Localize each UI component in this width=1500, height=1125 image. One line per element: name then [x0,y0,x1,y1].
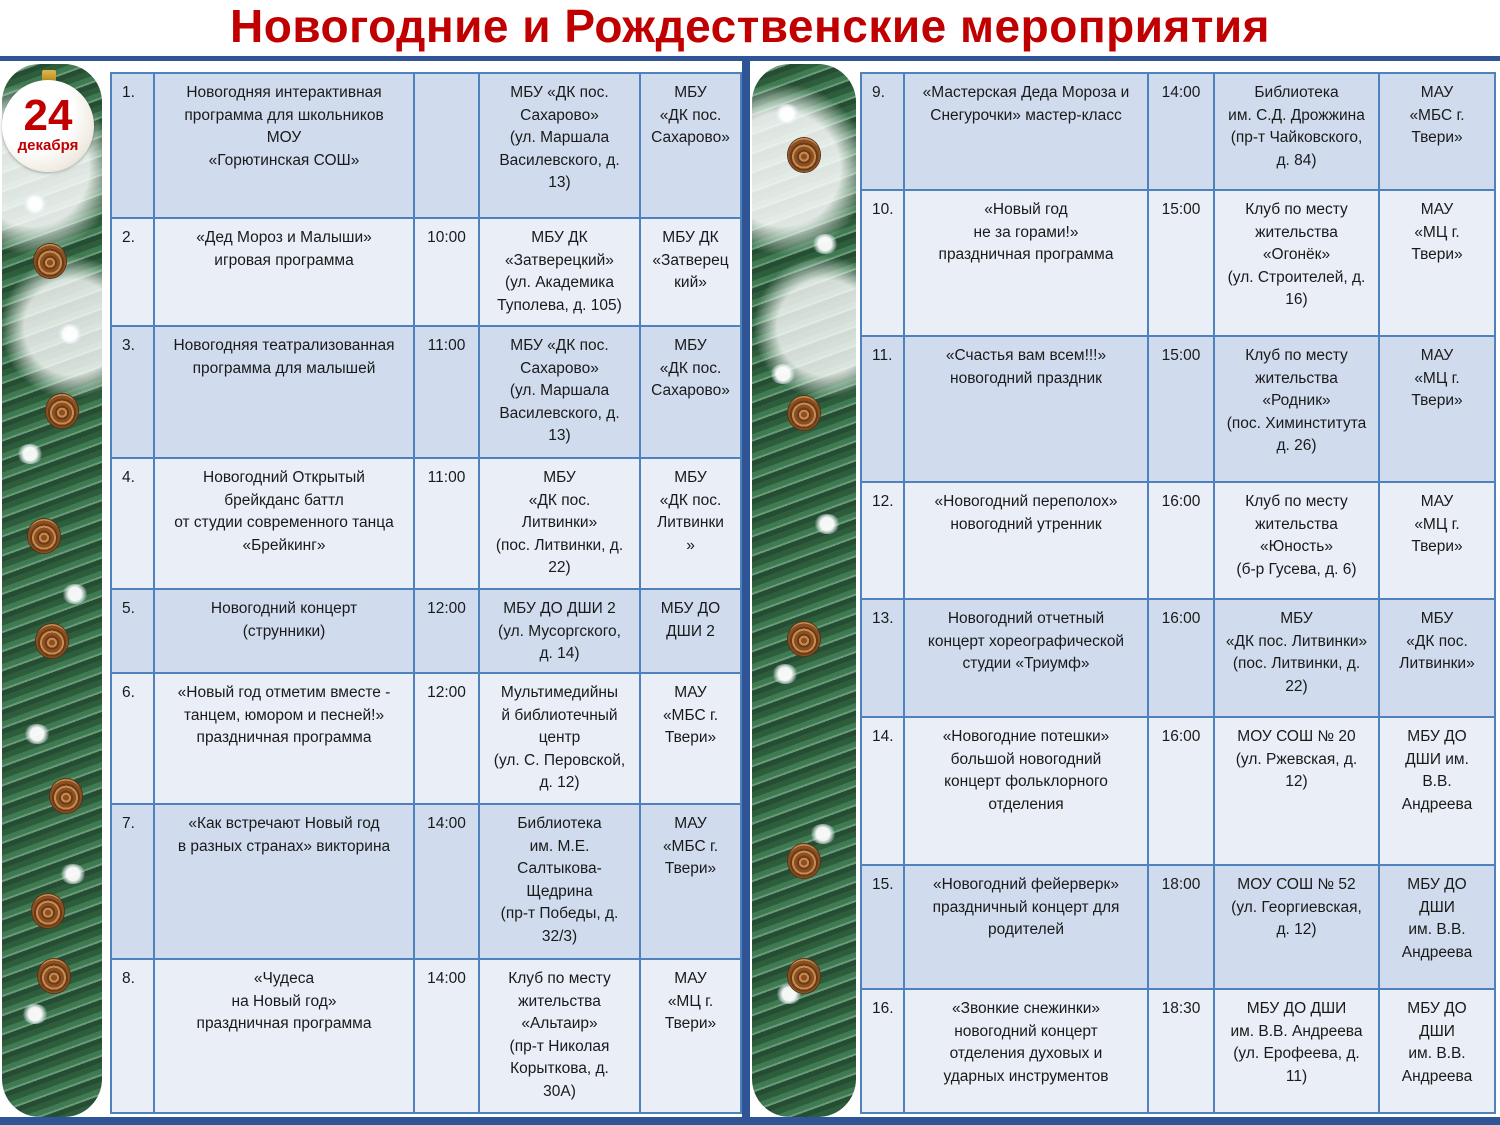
table-row [861,865,1495,989]
event-organizer: МБУ ДО ДШИ 2 [640,589,741,673]
event-venue: МОУ СОШ № 52 (ул. Георгиевская, д. 12) [1214,865,1379,989]
event-time: 18:00 [1148,865,1214,989]
event-time: 12:00 [414,589,479,673]
event-number: 15. [861,865,904,989]
event-number: 2. [111,218,154,326]
event-time: 11:00 [414,326,479,458]
event-organizer: МБУ «ДК пос. Сахарово» [640,73,741,218]
event-name: «Мастерская Деда Мороза и Снегурочки» мастер-класс [904,73,1148,190]
event-organizer: МБУ «ДК пос. Литвинки» [1379,599,1495,717]
event-time: 16:00 [1148,599,1214,717]
pinecone-icon [36,624,68,658]
snow-tuft-icon [814,514,840,534]
table-row [111,326,741,458]
event-organizer: МБУ ДО ДШИ им. В.В. Андреева [1379,717,1495,865]
event-number: 9. [861,73,904,190]
event-venue: МОУ СОШ № 20 (ул. Ржевская, д. 12) [1214,717,1379,865]
event-venue: Клуб по месту жительства «Родник» (пос. Химинститута д. 26) [1214,336,1379,482]
event-organizer: МАУ «МБС г. Твери» [640,673,741,804]
snow-tuft-icon [22,1004,48,1024]
table-row [861,73,1495,190]
event-name: «Новогодний фейерверк» праздничный концерт для родителей [904,865,1148,989]
garland-left-image [2,64,102,1117]
snow-tuft-icon [772,664,798,684]
table-row [861,336,1495,482]
event-venue: МБУ «ДК пос. Литвинки» (пос. Литвинки, д. 22) [479,458,640,589]
snow-tuft-icon [57,324,83,344]
date-ornament-badge [2,80,94,172]
event-name: «Новогодние потешки» большой новогодний концерт фольклорного отделения [904,717,1148,865]
pinecone-icon [32,894,64,928]
snow-tuft-icon [62,584,88,604]
snow-tuft-icon [17,444,43,464]
table-row [111,804,741,959]
event-name: Новогодний отчетный концерт хореографической студии «Триумф» [904,599,1148,717]
pinecone-icon [38,959,70,993]
event-venue: Клуб по месту жительства «Альтаир» (пр-т Николая Корыткова, д. 30А) [479,959,640,1113]
event-time: 11:00 [414,458,479,589]
event-time: 14:00 [1148,73,1214,190]
event-number: 8. [111,959,154,1113]
event-organizer: МБУ «ДК пос. Литвинки » [640,458,741,589]
event-time: 14:00 [414,959,479,1113]
event-venue: МБУ ДК «Затверецкий» (ул. Академика Туполева, д. 105) [479,218,640,326]
pinecone-icon [50,779,82,813]
event-number: 13. [861,599,904,717]
table-row [111,458,741,589]
event-organizer: МАУ «МБС г. Твери» [640,804,741,959]
event-name: Новогодний Открытый брейкданс баттл от студии современного танца «Брейкинг» [154,458,414,589]
event-name: «Новый год отметим вместе - танцем, юмором и песней!» праздничная программа [154,673,414,804]
event-name: «Новогодний переполох» новогодний утренник [904,482,1148,599]
pinecone-icon [788,622,820,656]
event-venue: МБУ «ДК пос. Литвинки» (пос. Литвинки, д. 22) [1214,599,1379,717]
table-row [111,589,741,673]
table-row [111,73,741,218]
event-name: Новогодняя театрализованная программа для малышей [154,326,414,458]
event-number: 12. [861,482,904,599]
snow-tuft-icon [24,724,50,744]
table-row [111,673,741,804]
snow-tuft-icon [60,864,86,884]
table-row [861,482,1495,599]
events-table-left [110,72,742,1114]
event-time: 14:00 [414,804,479,959]
table-row [111,218,741,326]
event-organizer: МБУ ДО ДШИ им. В.В. Андреева [1379,865,1495,989]
event-time: 15:00 [1148,190,1214,336]
snow-tuft-icon [810,824,836,844]
event-name: «Чудеса на Новый год» праздничная программа [154,959,414,1113]
event-time: 10:00 [414,218,479,326]
event-number: 10. [861,190,904,336]
center-divider [742,61,750,1121]
top-divider [0,56,1500,61]
pinecone-icon [788,959,820,993]
events-table-right [860,72,1496,1114]
table-row [861,989,1495,1113]
event-organizer: МАУ «МЦ г. Твери» [1379,190,1495,336]
event-number: 4. [111,458,154,589]
event-venue: МБУ ДО ДШИ 2 (ул. Мусоргского, д. 14) [479,589,640,673]
event-time: 16:00 [1148,717,1214,865]
event-name: Новогодняя интерактивная программа для школьников МОУ «Горютинская СОШ» [154,73,414,218]
event-venue: МБУ «ДК пос. Сахарово» (ул. Маршала Василевского, д. 13) [479,73,640,218]
table-row [111,959,741,1113]
pinecone-icon [788,138,820,172]
event-time: 16:00 [1148,482,1214,599]
event-venue: Библиотека им. С.Д. Дрожжина (пр-т Чайковского, д. 84) [1214,73,1379,190]
event-number: 7. [111,804,154,959]
snow-tuft-icon [22,194,48,214]
date-month: декабря [17,137,79,154]
snow-tuft-icon [770,364,796,384]
page-title: Новогодние и Рождественские мероприятия [230,0,1270,52]
table-row [861,599,1495,717]
pinecone-icon [788,396,820,430]
event-organizer: МБУ «ДК пос. Сахарово» [640,326,741,458]
event-time: 12:00 [414,673,479,804]
snow-tuft-icon [774,104,800,124]
event-number: 16. [861,989,904,1113]
event-name: «Дед Мороз и Малыши» игровая программа [154,218,414,326]
snow-tuft-icon [812,234,838,254]
date-day: 24 [23,91,73,140]
bottom-divider [0,1117,1500,1125]
event-number: 5. [111,589,154,673]
event-time [414,73,479,218]
event-venue: МБУ ДО ДШИ им. В.В. Андреева (ул. Ерофеева, д. 11) [1214,989,1379,1113]
event-organizer: МБУ ДО ДШИ им. В.В. Андреева [1379,989,1495,1113]
table-row [861,717,1495,865]
event-organizer: МАУ «МЦ г. Твери» [1379,482,1495,599]
event-venue: Мультимедийны й библиотечный центр (ул. С. Перовской, д. 12) [479,673,640,804]
pinecone-icon [28,519,60,553]
table-row [861,190,1495,336]
event-number: 3. [111,326,154,458]
event-number: 1. [111,73,154,218]
event-organizer: МАУ «МЦ г. Твери» [1379,336,1495,482]
pinecone-icon [46,394,78,428]
event-number: 6. [111,673,154,804]
event-venue: Клуб по месту жительства «Юность» (б-р Гусева, д. 6) [1214,482,1379,599]
event-number: 11. [861,336,904,482]
event-organizer: МАУ «МЦ г. Твери» [640,959,741,1113]
event-name: «Как встречают Новый год в разных странах» викторина [154,804,414,959]
event-venue: МБУ «ДК пос. Сахарово» (ул. Маршала Василевского, д. 13) [479,326,640,458]
event-number: 14. [861,717,904,865]
garland-right-image [752,64,856,1117]
event-venue: Клуб по месту жительства «Огонёк» (ул. Строителей, д. 16) [1214,190,1379,336]
event-organizer: МБУ ДК «Затверец кий» [640,218,741,326]
event-name: «Звонкие снежинки» новогодний концерт отделения духовых и ударных инструментов [904,989,1148,1113]
pinecone-icon [34,244,66,278]
event-time: 15:00 [1148,336,1214,482]
event-name: Новогодний концерт (струнники) [154,589,414,673]
event-venue: Библиотека им. М.Е. Салтыкова- Щедрина (пр-т Победы, д. 32/3) [479,804,640,959]
event-time: 18:30 [1148,989,1214,1113]
event-name: «Счастья вам всем!!!» новогодний праздник [904,336,1148,482]
event-name: «Новый год не за горами!» праздничная программа [904,190,1148,336]
event-organizer: МАУ «МБС г. Твери» [1379,73,1495,190]
pinecone-icon [788,844,820,878]
